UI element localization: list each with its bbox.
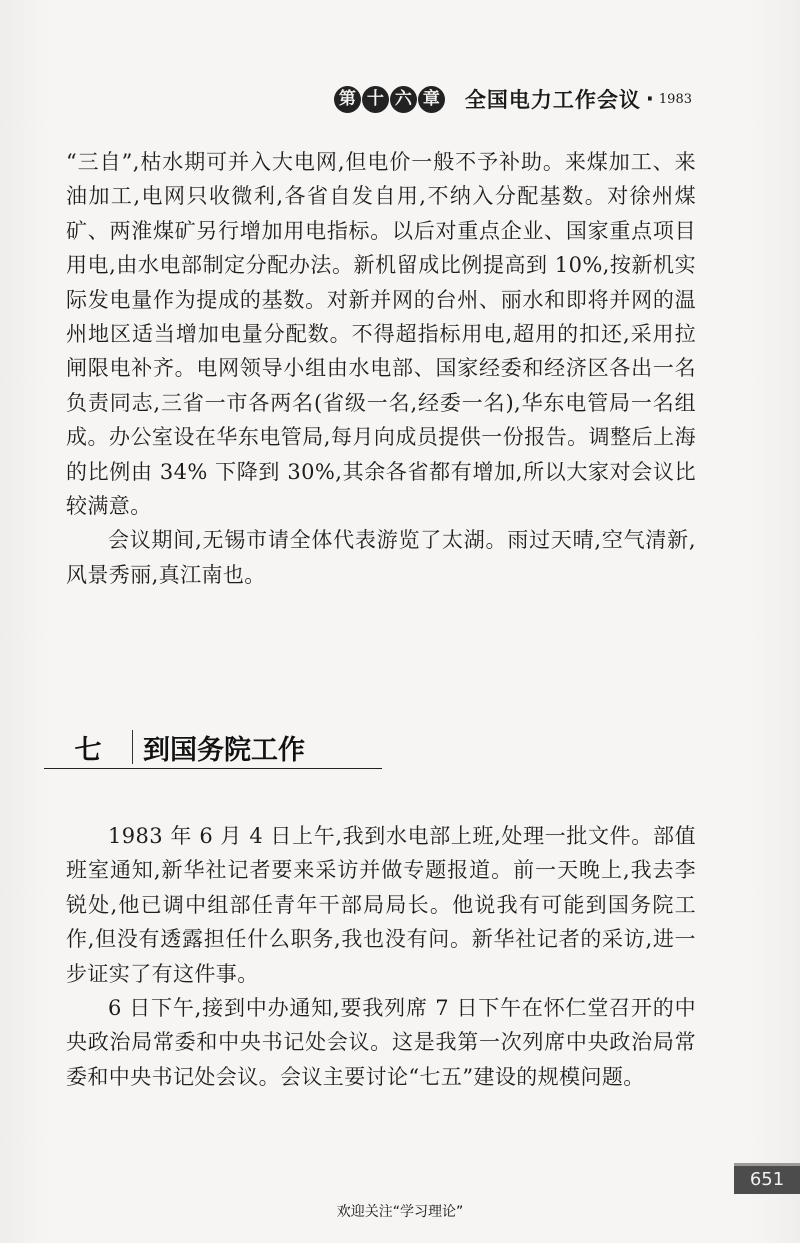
paragraph: 6 日下午,接到中办通知,要我列席 7 日下午在怀仁堂召开的中央政治局常委和中央书记处会议。这是我第一次列席中央政治局常委和中央书记处会议。会议主要讨论“七五”建设的规模问题。 (66, 996, 696, 1089)
chapter-char: 第 (334, 86, 361, 113)
text-block-top (66, 145, 696, 592)
chapter-char: 六 (390, 86, 417, 113)
section-heading (44, 726, 382, 769)
running-header (334, 84, 692, 114)
page-number: 651 (734, 1163, 800, 1194)
paragraph: “三自”,枯水期可并入大电网,但电价一般不予补助。来煤加工、来油加工,电网只收微利,各省自发自用,不纳入分配基数。对徐州煤矿、两淮煤矿另行增加用电指标。以后对重点企业、国家重点项目用电,由水电部制定分配办法。新机留成比例提高到 10%,按新机实际发电量作为提成的基数。对新并网的台州、丽水和即将并网的温州地区适当增加电量分配数。不得超指标用电,超用的扣还,采用拉闸限电补齐。电网领导小组由水电部、国家经委和经济区各出一名负责同志,三省一市各两名(省级一名,经委一名),华东电管局一名组成。办公室设在华东电管局,每月向成员提供一份报告。调整后上海的比例由 34% 下降到 30%,其余各省都有增加,所以大家对会议比较满意。 (66, 150, 696, 519)
header-separator: · (645, 87, 654, 111)
section-divider (132, 730, 133, 764)
paragraph: 1983 年 6 月 4 日上午,我到水电部上班,处理一批文件。部值班室通知,新华社记者要来采访并做专题报道。前一天晚上,我去李锐处,他已调中组部任青年干部局局长。他说我有可能到国务院工作,但没有透露担任什么职务,我也没有问。新华社记者的采访,进一步证实了有这件事。 (66, 824, 696, 986)
chapter-char: 章 (418, 86, 445, 113)
footer-watermark: 欢迎关注“学习理论” (336, 1204, 464, 1220)
header-year: 1983 (658, 91, 692, 107)
text-block-bottom (66, 819, 696, 1094)
chapter-char: 十 (362, 86, 389, 113)
section-title: 到国务院工作 (143, 734, 305, 766)
paragraph: 会议期间,无锡市请全体代表游览了太湖。雨过天晴,空气清新,风景秀丽,真江南也。 (66, 528, 696, 587)
section-number: 七 (74, 734, 102, 766)
chapter-badge (334, 86, 445, 113)
header-title: 全国电力工作会议 (464, 88, 641, 112)
